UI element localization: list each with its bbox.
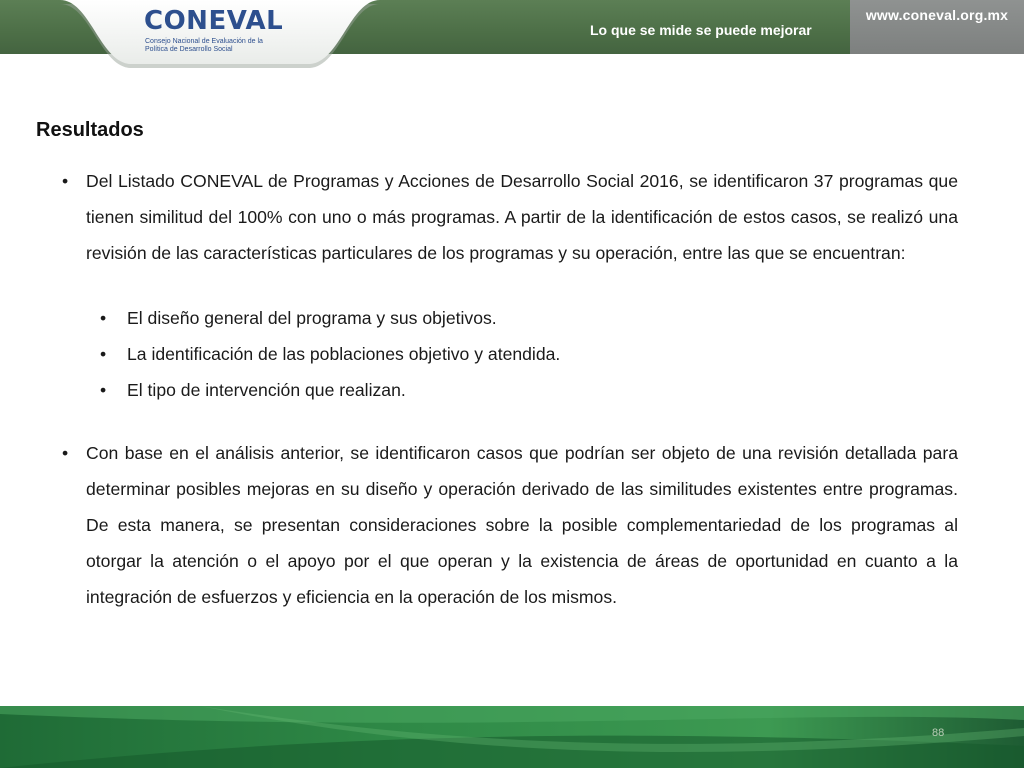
bullet-icon: •	[100, 308, 107, 328]
bullet-icon: •	[62, 443, 69, 463]
url-box	[850, 0, 1024, 54]
slide-content	[60, 163, 958, 615]
logo-subtitle: Consejo Nacional de Evaluación de la Política de Desarrollo Social	[145, 38, 263, 53]
coneval-logo[interactable]: CONEVAL	[144, 6, 284, 36]
paragraph-2-text: Con base en el análisis anterior, se identificaron casos que podrían ser objeto de una revisión detallada para determinar posibles mejoras en su diseño y operación derivado de las similitudes existentes entre programas. De esta manera, se presentan consideraciones sobre la posible complementariedad de los programas al otorgar la atención o el apoyo por el que operan y la existencia de áreas de oportunidad en cuanto a la integración de esfuerzos y eficiencia en la operación de los mismos.	[86, 443, 958, 607]
list-item-text: La identificación de las poblaciones objetivo y atendida.	[127, 344, 561, 364]
bullet-icon: •	[100, 344, 107, 364]
paragraph-2	[60, 435, 958, 615]
bullet-icon: •	[62, 171, 69, 191]
slide-title: Resultados	[36, 119, 144, 141]
logo-tab	[60, 0, 390, 72]
page-number: 88	[932, 727, 945, 739]
list-item	[60, 336, 958, 372]
paragraph-1	[60, 163, 958, 271]
footer-band	[0, 706, 1024, 768]
paragraph-1-text: Del Listado CONEVAL de Programas y Acciones de Desarrollo Social 2016, se identificaron 37 programas que tienen similitud del 100% con uno o más programas. A partir de la identificación de estos casos, se realizó una revisión de las características particulares de los programas y su operación, entre las que se encuentran:	[86, 171, 958, 263]
sub-list	[60, 300, 958, 408]
list-item-text: El diseño general del programa y sus objetivos.	[127, 308, 497, 328]
slogan: Lo que se mide se puede mejorar	[590, 22, 812, 38]
list-item-text: El tipo de intervención que realizan.	[127, 380, 406, 400]
list-item	[60, 372, 958, 408]
list-item	[60, 300, 958, 336]
website-link[interactable]: www.coneval.org.mx	[865, 7, 1009, 23]
bullet-icon: •	[100, 380, 107, 400]
footer-wave	[0, 706, 1024, 768]
